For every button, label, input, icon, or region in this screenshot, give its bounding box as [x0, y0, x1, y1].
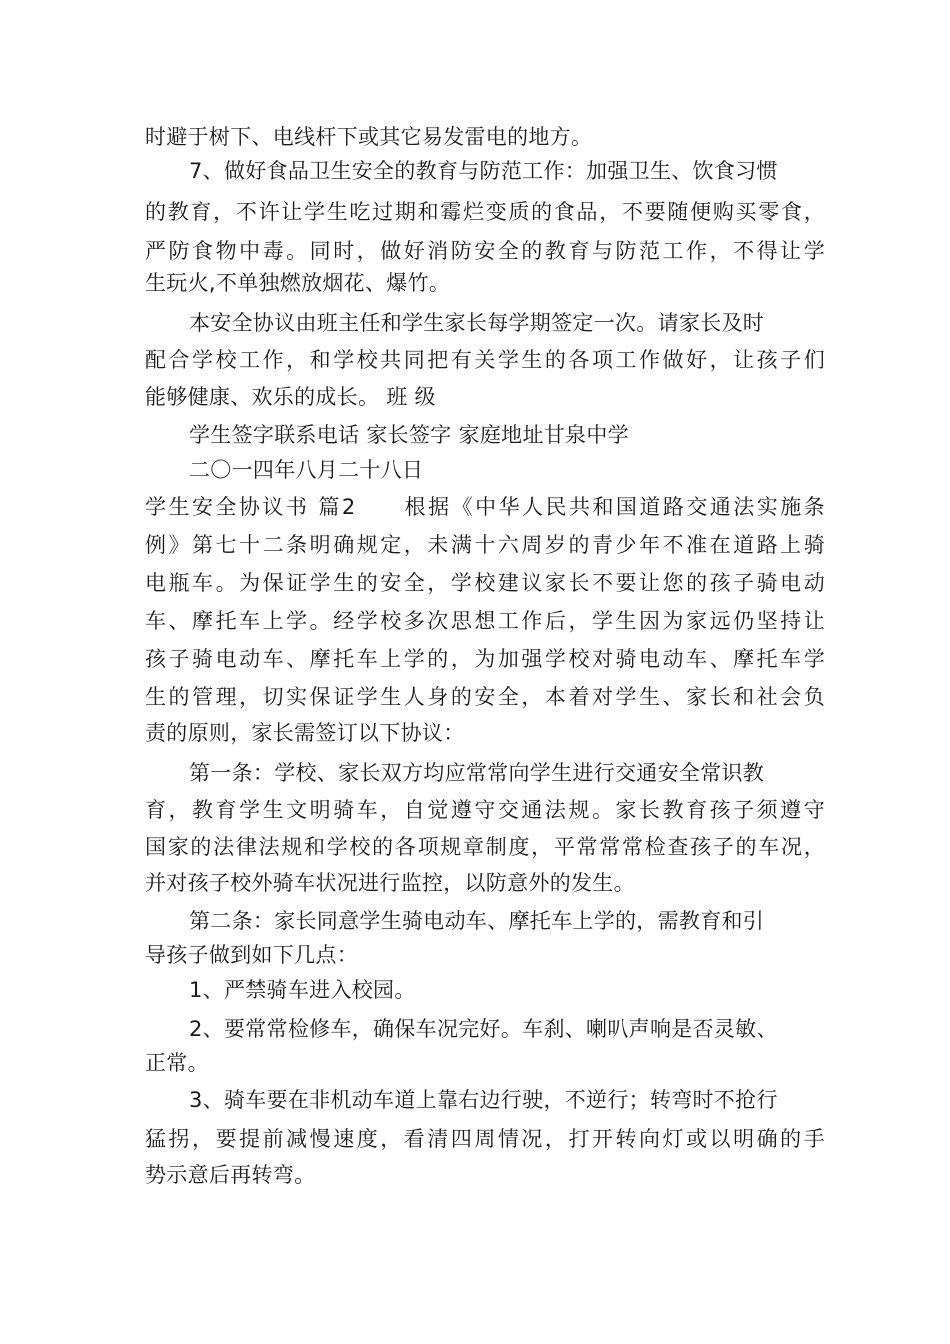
- text-line: 孩子骑电动车、摩托车上学的，为加强学校对骑电动车、摩托车学: [145, 647, 825, 671]
- text-line: 并对孩子校外骑车状况进行监控，以防意外的发生。: [145, 871, 635, 895]
- text-line: 的教育，不许让学生吃过期和霉烂变质的食品，不要随便购买零食，: [145, 200, 825, 224]
- text-line: 二〇一四年八月二十八日: [189, 458, 424, 482]
- text-line: 配合学校工作，和学校共同把有关学生的各项工作做好，让孩子们: [145, 348, 825, 372]
- text-line: 2、要常常检修车，确保车况完好。车刹、喇叭声响是否灵敏、: [189, 1017, 778, 1041]
- text-line: 导孩子做到如下几点：: [145, 943, 358, 967]
- text-line: 时避于树下、电线杆下或其它易发雷电的地方。: [145, 125, 593, 149]
- text-line: 本安全协议由班主任和学生家长每学期签定一次。请家长及时: [189, 311, 765, 335]
- text-line: 例》第七十二条明确规定，未满十六周岁的青少年不准在道路上骑: [145, 533, 825, 557]
- text-line: 学生签字联系电话 家长签字 家庭地址甘泉中学: [189, 423, 629, 447]
- text-line: 猛拐，要提前减慢速度，看清四周情况，打开转向灯或以明确的手: [145, 1127, 825, 1151]
- text-line: 育，教育学生文明骑车，自觉遵守交通法规。家长教育孩子须遵守: [145, 798, 825, 822]
- text-line: 国家的法律法规和学校的各项规章制度，平常常常检查孩子的车况，: [145, 835, 825, 859]
- text-line: 3、骑车要在非机动车道上靠右边行驶，不逆行；转弯时不抢行: [189, 1088, 778, 1112]
- text-line: 严防食物中毒。同时，做好消防安全的教育与防范工作，不得让学: [145, 239, 825, 263]
- text-line: 7、做好食品卫生安全的教育与防范工作：加强卫生、饮食习惯: [189, 159, 778, 183]
- text-line: 势示意后再转弯。: [145, 1163, 316, 1187]
- text-line: 1、严禁骑车进入校园。: [189, 978, 416, 1002]
- text-line: 正常。: [145, 1051, 209, 1075]
- section-heading-line: 学生安全协议书 篇2 根据《中华人民共和国道路交通法实施条: [145, 495, 825, 519]
- text-line: 责的原则，家长需签订以下协议：: [145, 721, 465, 745]
- text-line: 生的管理，切实保证学生人身的安全，本着对学生、家长和社会负: [145, 685, 825, 709]
- text-line: 第一条：学校、家长双方均应常常向学生进行交通安全常识教: [189, 761, 765, 785]
- text-line: 电瓶车。为保证学生的安全，学校建议家长不要让您的孩子骑电动: [145, 571, 825, 595]
- text-line: 车、摩托车上学。经学校多次思想工作后，学生因为家远仍坚持让: [145, 609, 825, 633]
- text-line: 生玩火,不单独燃放烟花、爆竹。: [145, 271, 451, 295]
- text-line: 第二条：家长同意学生骑电动车、摩托车上学的，需教育和引: [189, 909, 765, 933]
- text-line: 能够健康、欢乐的成长。 班 级: [145, 385, 436, 409]
